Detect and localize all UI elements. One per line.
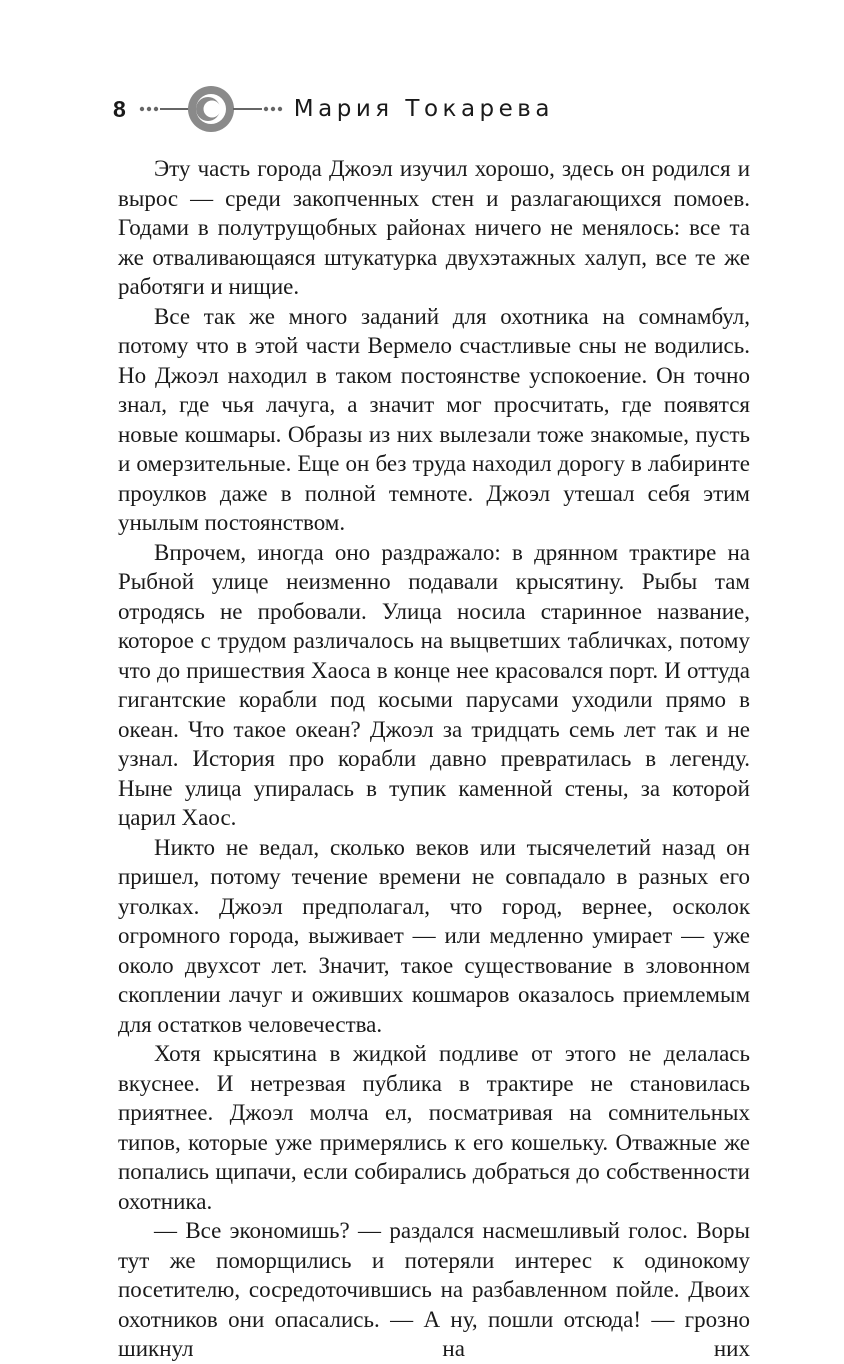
ornament-icon bbox=[136, 84, 286, 134]
body-text bbox=[118, 154, 750, 1364]
paragraph: Никто не ведал, сколько веков или тысячелетий назад он пришел, потому течение времени не совпадало в разных его уголках. Джоэл предполагал, что город, вернее, осколок огромного города, выживает — или медленно умирает — уже около двухсот лет. Значит, такое существование в зловонном скоплении лачуг и оживших кошмаров оказалось приемлемым для остатков человечества. bbox=[118, 834, 750, 1037]
paragraph: Эту часть города Джоэл изучил хорошо, здесь он родился и вырос — среди закопченных стен и разлагающихся помоев. Годами в полутрущобных районах ничего не менялось: все та же отваливающаяся штукатурка двухэтажных халуп, все те же работяги и нищие. bbox=[118, 156, 750, 299]
author-name: Мария Токарева bbox=[293, 96, 554, 122]
paragraph: — Все экономишь? — раздался насмешливый голос. Воры тут же поморщились и потеряли интерес к одинокому посетителю, сосредоточившись на разбавленном пойле. Двоих охотников они опасались. — А ну, пошли отсюда! — грозно шикнул на них bbox=[118, 1218, 750, 1361]
paragraph: Хотя крысятина в жидкой подливе от этого не делалась вкуснее. И нетрезвая публика в трактире не становилась приятнее. Джоэл молча ел, посматривая на сомнительных типов, которые уже примерялись к его кошельку. Отважные же попались щипачи, если собирались добраться до собственности охотника. bbox=[118, 1041, 750, 1214]
paragraph: Все так же много заданий для охотника на сомнамбул, потому что в этой части Вермело счастливые сны не водились. Но Джоэл находил в таком постоянстве успокоение. Он точно знал, где чья лачуга, а значит мог просчитать, где появятся новые кошмары. Образы из них вылезали тоже знакомые, пусть и омерзительные. Еще он без труда находил дорогу в лабиринте проулков даже в полной темноте. Джоэл утешал себя этим унылым постоянством. bbox=[118, 303, 750, 535]
paragraph: Впрочем, иногда оно раздражало: в дрянном трактире на Рыбной улице неизменно подавали крысятину. Рыбы там отродясь не пробовали. Улица носила старинное название, которое с трудом различалось на выцветших табличках, потому что до пришествия Хаоса в конце нее красовался порт. И оттуда гигантские корабли под косыми парусами уходили прямо в океан. Что такое океан? Джоэл за тридцать семь лет так и не узнал. История про корабли давно превратилась в легенду. Ныне улица упиралась в тупик каменной стены, за которой царил Хаос. bbox=[118, 539, 750, 830]
running-head bbox=[113, 84, 554, 134]
page-number: 8 bbox=[113, 95, 126, 122]
